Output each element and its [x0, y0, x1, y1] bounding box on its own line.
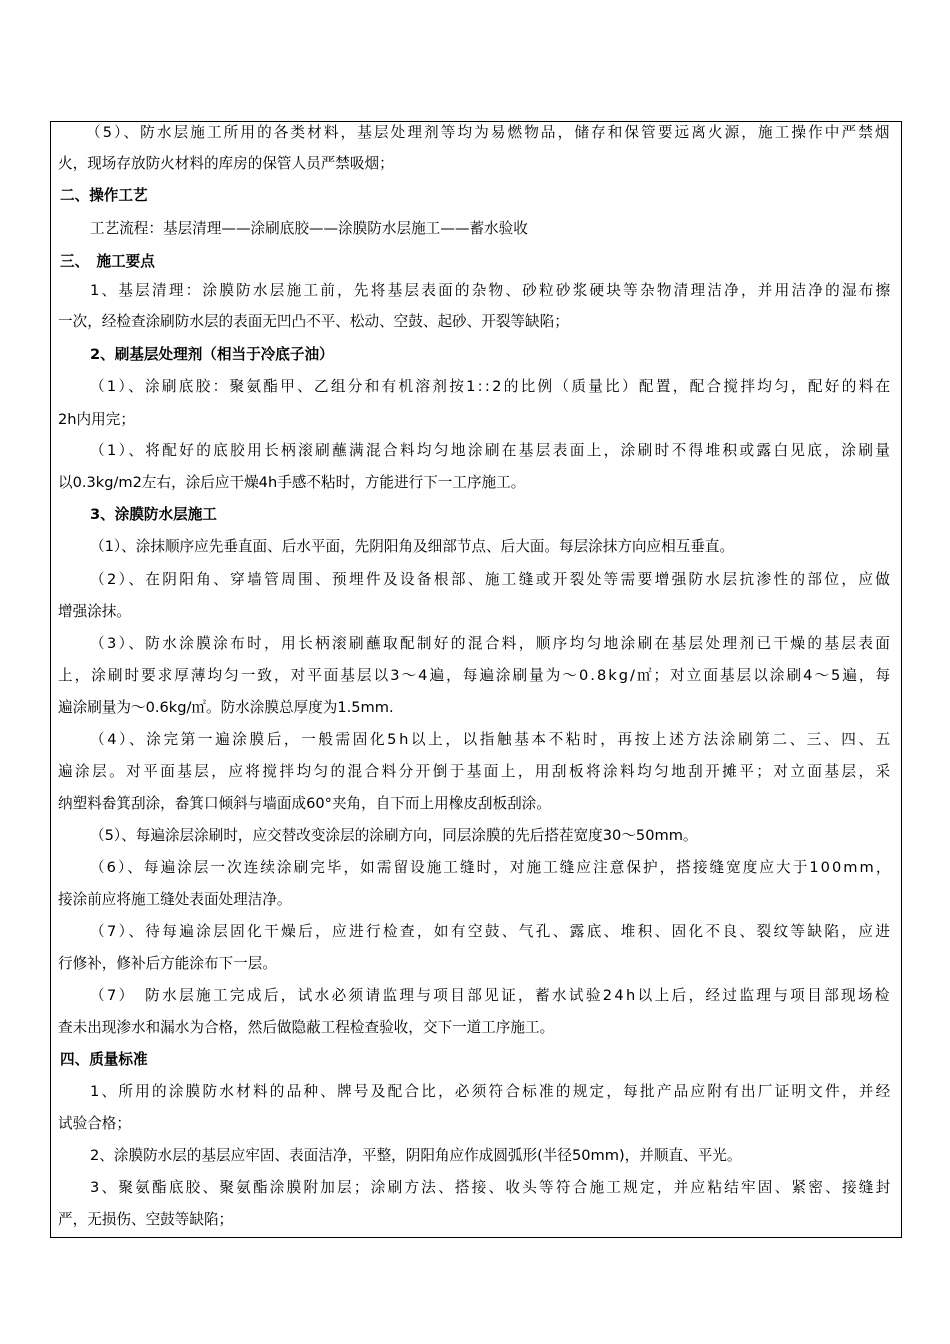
paragraph-line: （1）、将配好的底胶用长柄滚刷蘸满混合料均匀地涂刷在基层表面上，涂刷时不得堆积或露白见底，涂刷量 — [90, 442, 893, 459]
paragraph-line: 3、聚氨酯底胶、聚氨酯涂膜附加层；涂刷方法、搭接、收头等符合施工规定，并应粘结牢固、紧密、接缝封 — [90, 1179, 893, 1196]
paragraph-line: 遍涂刷量为～0.6kg/㎡。防水涂膜总厚度为1.5mm. — [58, 699, 394, 716]
paragraph-line: （2）、在阴阳角、穿墙管周围、预埋件及设备根部、施工缝或开裂处等需要增强防水层抗渗性的部位，应做 — [90, 571, 893, 588]
paragraph-line: 2、涂膜防水层的基层应牢固、表面洁净，平整，阴阳角应作成圆弧形(半径50mm)，并顺直、平光。 — [90, 1147, 742, 1164]
paragraph-line: 纳塑料畚箕刮涂，畚箕口倾斜与墙面成60°夹角，自下而上用橡皮刮板刮涂。 — [58, 795, 551, 812]
paragraph-line: 接涂前应将施工缝处表面处理洁净。 — [58, 891, 292, 908]
paragraph-line: （5）、每遍涂层涂刷时，应交替改变涂层的涂刷方向，同层涂膜的先后搭茬宽度30～50mm。 — [90, 827, 698, 844]
paragraph-line: 工艺流程：基层清理——涂刷底胶——涂膜防水层施工——蓄水验收 — [90, 220, 528, 237]
paragraph-line: （1）、涂刷底胶：聚氨酯甲、乙组分和有机溶剂按1::2的比例（质量比）配置，配合搅拌均匀，配好的料在 — [90, 378, 893, 395]
paragraph-line: 试验合格； — [58, 1115, 131, 1132]
paragraph-line: （3）、防水涂膜涂布时，用长柄滚刷蘸取配制好的混合料，顺序均匀地涂刷在基层处理剂已干燥的基层表面 — [90, 635, 893, 652]
paragraph-line: 1、所用的涂膜防水材料的品种、牌号及配合比，必须符合标准的规定，每批产品应附有出厂证明文件，并经 — [90, 1083, 893, 1100]
paragraph-line: （4）、涂完第一遍涂膜后，一般需固化5h以上，以指触基本不粘时，再按上述方法涂刷第二、三、四、五 — [90, 731, 893, 748]
paragraph-line: 以0.3kg/m2左右，涂后应干燥4h手感不粘时，方能进行下一工序施工。 — [58, 474, 526, 491]
section-heading: 二、操作工艺 — [60, 187, 148, 204]
paragraph-line: 行修补，修补后方能涂布下一层。 — [58, 955, 277, 972]
paragraph-line: （7）、待每遍涂层固化干燥后，应进行检查，如有空鼓、气孔、露底、堆积、固化不良、裂纹等缺陷，应进 — [90, 923, 893, 940]
subsection-heading: 2、刷基层处理剂（相当于冷底子油） — [90, 346, 334, 363]
section-heading: 四、质量标准 — [60, 1051, 148, 1068]
paragraph-line: 增强涂抹。 — [58, 603, 131, 620]
paragraph-line: （7） 防水层施工完成后，试水必须请监理与项目部见证，蓄水试验24h以上后，经过监理与项目部现场检 — [90, 987, 892, 1004]
section-heading: 三、 施工要点 — [60, 253, 155, 270]
paragraph-line: （1）、涂抹顺序应先垂直面、后水平面，先阴阳角及细部节点、后大面。每层涂抹方向应相互垂直。 — [90, 538, 735, 555]
paragraph-line: 遍涂层。对平面基层，应将搅拌均匀的混合料分开倒于基面上，用刮板将涂料均匀地刮开摊平；对立面基层，采 — [58, 763, 893, 780]
paragraph-line: 上，涂刷时要求厚薄均匀一致，对平面基层以3～4遍，每遍涂刷量为～0.8kg/㎡；对立面基层以涂刷4～5遍，每 — [58, 667, 893, 684]
paragraph-line: 查未出现渗水和漏水为合格，然后做隐蔽工程检查验收，交下一道工序施工。 — [58, 1019, 555, 1036]
subsection-heading: 3、涂膜防水层施工 — [90, 506, 217, 523]
paragraph-line: 1、基层清理：涂膜防水层施工前，先将基层表面的杂物、砂粒砂浆硬块等杂物清理洁净，并用洁净的湿布擦 — [90, 282, 893, 299]
paragraph-line: 2h内用完； — [58, 411, 135, 428]
paragraph-line: （6）、每遍涂层一次连续涂刷完毕，如需留设施工缝时，对施工缝应注意保护，搭接缝宽度应大于100mm， — [90, 859, 893, 876]
paragraph-line: 火，现场存放防火材料的库房的保管人员严禁吸烟； — [58, 155, 394, 172]
paragraph-line: 严，无损伤、空鼓等缺陷； — [58, 1211, 234, 1228]
paragraph-line: 一次，经检查涂刷防水层的表面无凹凸不平、松动、空鼓、起砂、开裂等缺陷； — [58, 313, 569, 330]
paragraph-line: （5）、防水层施工所用的各类材料，基层处理剂等均为易燃物品，储存和保管要远离火源，施工操作中严禁烟 — [86, 124, 892, 141]
